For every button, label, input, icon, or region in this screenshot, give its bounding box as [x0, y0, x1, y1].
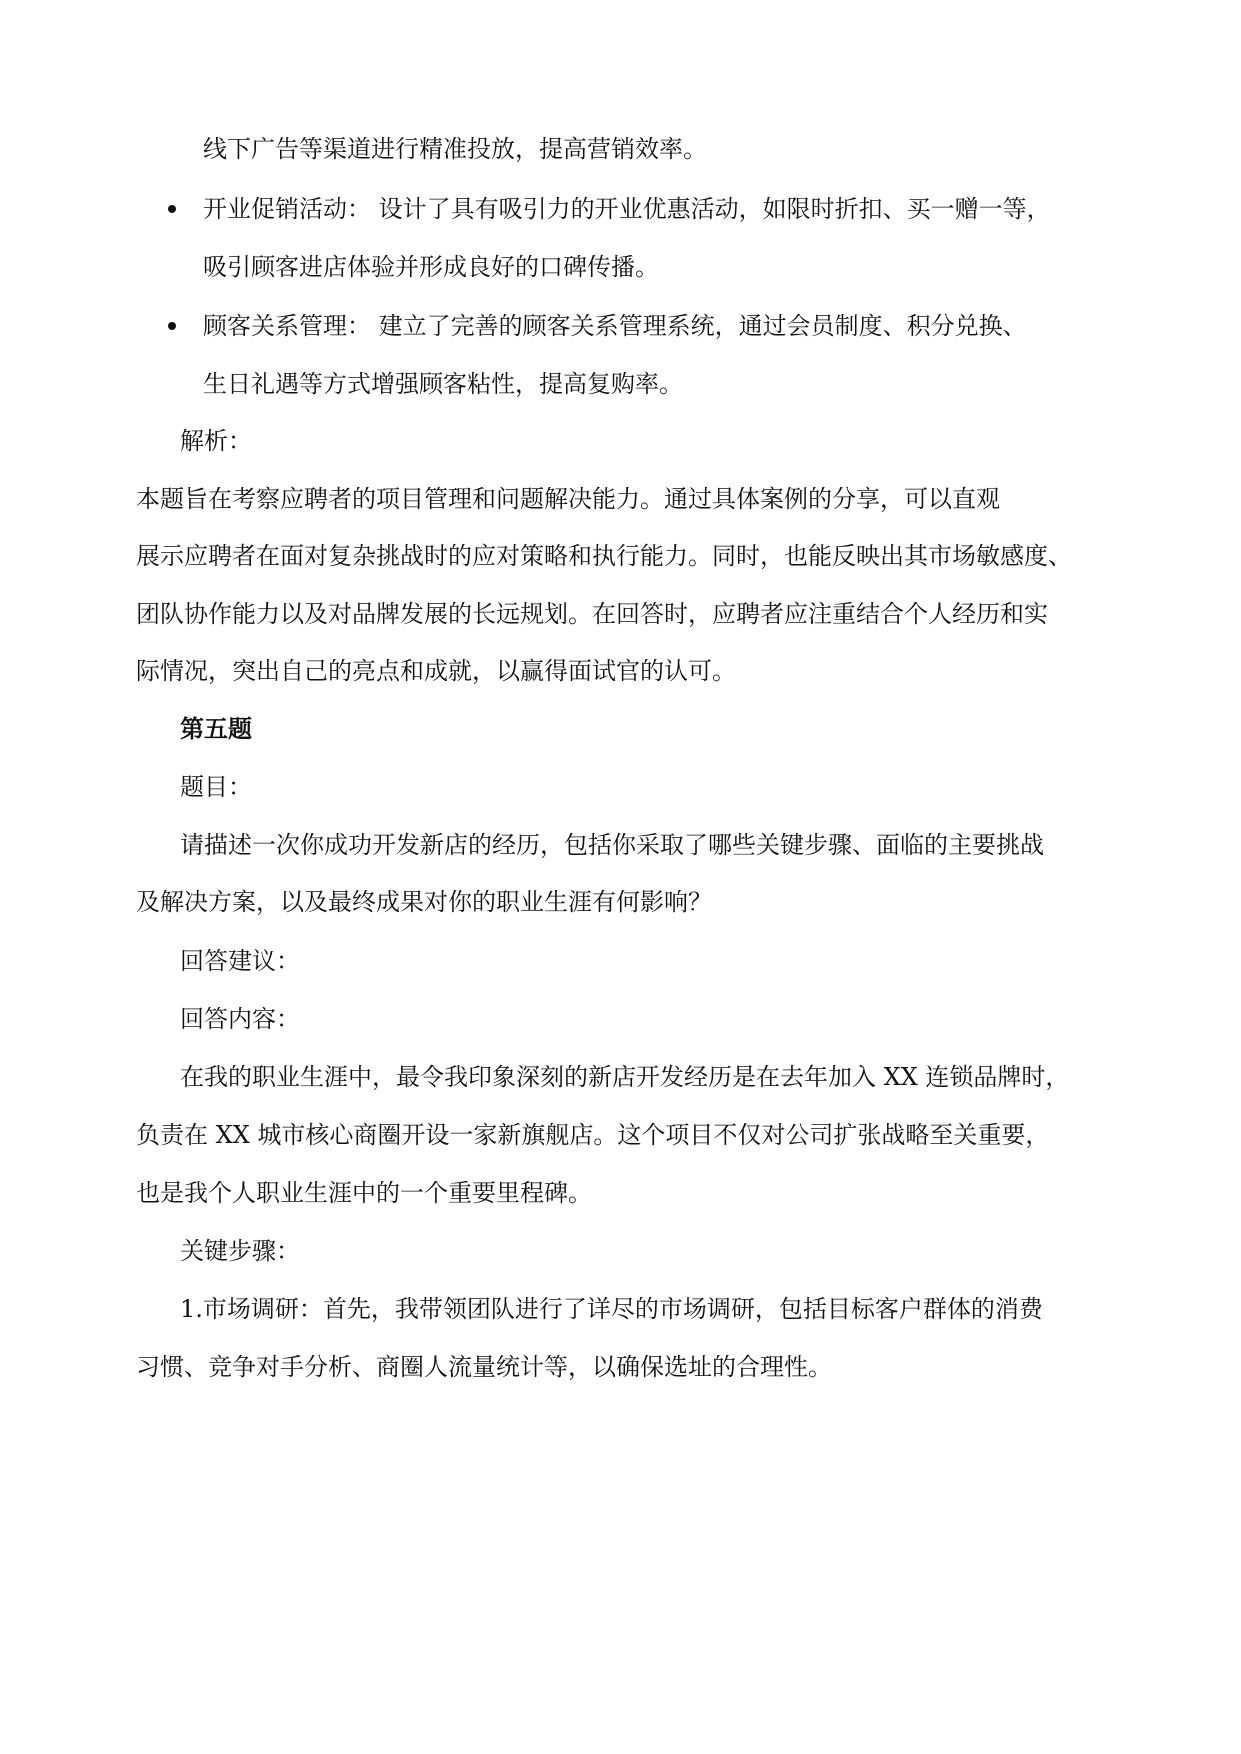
key-steps-label: 关键步骤：: [180, 1237, 300, 1265]
bullet-item-continuation: 生日礼遇等方式增强顾客粘性，提高复购率。: [203, 370, 683, 398]
bullet-dot-icon: [168, 205, 176, 213]
question-text-line: 及解决方案，以及最终成果对你的职业生涯有何影响？: [136, 888, 712, 916]
bullet-item-crm: 顾客关系管理： 建立了完善的顾客关系管理系统，通过会员制度、积分兑换、: [203, 312, 1027, 340]
answer-paragraph-line: 在我的职业生涯中，最令我印象深刻的新店开发经历是在去年加入 XX 连锁品牌时，: [180, 1063, 1070, 1091]
analysis-paragraph-line: 展示应聘者在面对复杂挑战时的应对策略和执行能力。同时，也能反映出其市场敏感度、: [136, 542, 1072, 570]
step-item-line: 习惯、竞争对手分析、商圈人流量统计等，以确保选址的合理性。: [136, 1353, 832, 1381]
bullet-item-grand-opening: 开业促销活动： 设计了具有吸引力的开业优惠活动，如限时折扣、买一赠一等，: [203, 195, 1051, 223]
answer-paragraph-line: 负责在 XX 城市核心商圈开设一家新旗舰店。这个项目不仅对公司扩张战略至关重要，: [136, 1121, 1050, 1149]
answer-paragraph-line: 也是我个人职业生涯中的一个重要里程碑。: [136, 1179, 592, 1207]
analysis-label: 解析：: [180, 427, 252, 455]
bullet-dot-icon: [168, 322, 176, 330]
analysis-paragraph-line: 团队协作能力以及对品牌发展的长远规划。在回答时，应聘者应注重结合个人经历和实: [136, 600, 1048, 628]
paragraph-continuation: 线下广告等渠道进行精准投放，提高营销效率。: [203, 135, 707, 163]
question-heading: 第五题: [180, 714, 252, 743]
answer-suggestion-label: 回答建议：: [180, 947, 300, 975]
analysis-paragraph-line: 本题旨在考察应聘者的项目管理和问题解决能力。通过具体案例的分享，可以直观: [136, 485, 1000, 513]
question-label: 题目：: [180, 773, 252, 801]
step-item-line: 1.市场调研：首先，我带领团队进行了详尽的市场调研，包括目标客户群体的消费: [180, 1295, 1043, 1323]
question-text-line: 请描述一次你成功开发新店的经历，包括你采取了哪些关键步骤、面临的主要挑战: [180, 831, 1044, 859]
answer-content-label: 回答内容：: [180, 1005, 300, 1033]
bullet-item-continuation: 吸引顾客进店体验并形成良好的口碑传播。: [203, 253, 659, 281]
analysis-paragraph-line: 际情况，突出自己的亮点和成就，以赢得面试官的认可。: [136, 657, 736, 685]
